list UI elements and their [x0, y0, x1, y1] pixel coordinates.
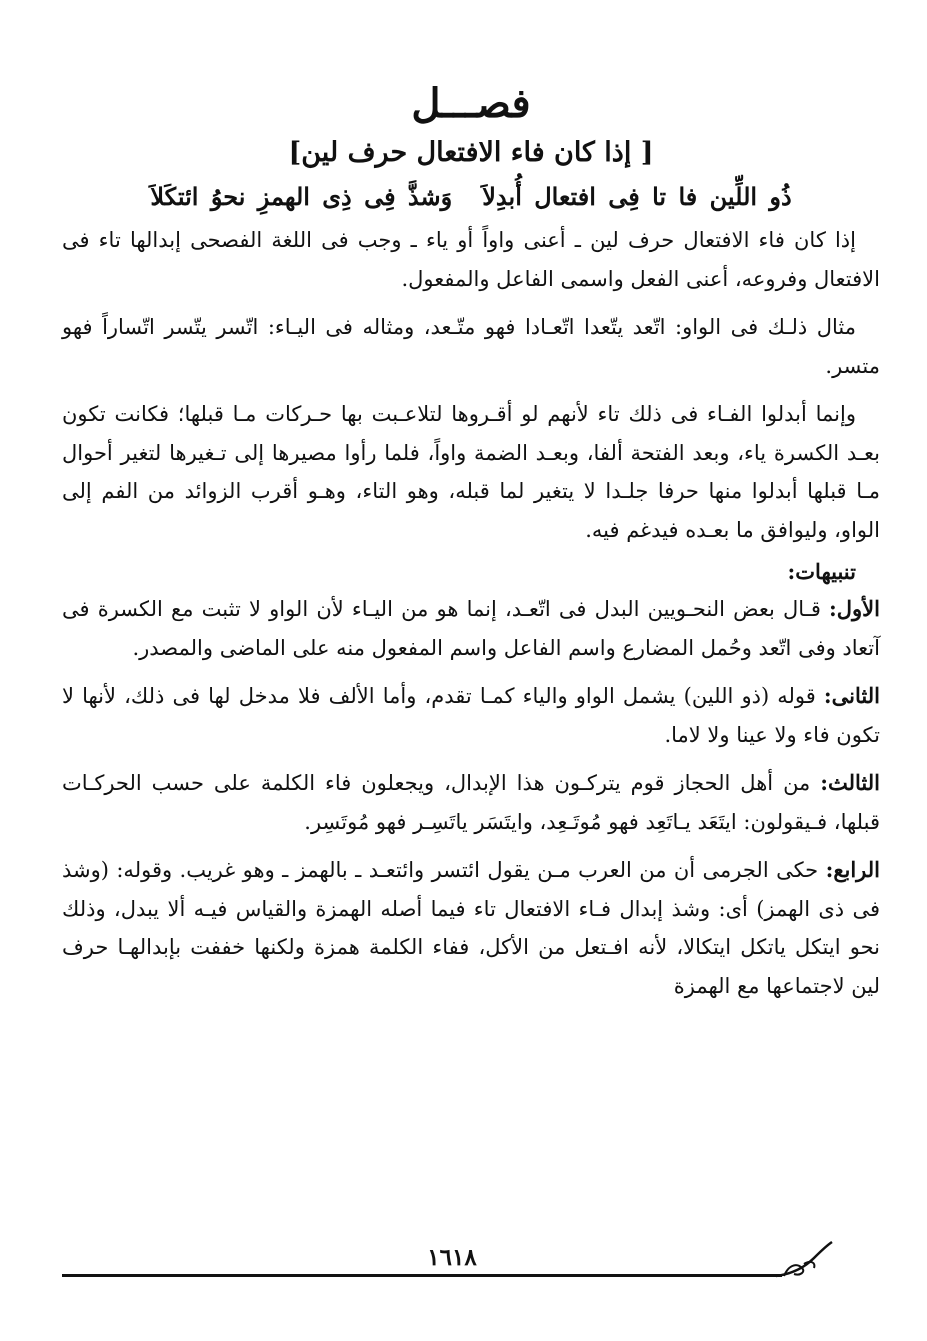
verse-first-hemistich: ذُو اللِّين فا تا فِى افتعال أُبدِلاَ — [482, 182, 792, 211]
note-lead: الثالث: — [820, 770, 880, 795]
note-lead: الرابع: — [825, 857, 880, 882]
note-text: قـال بعض النحـويين البدل فى اتّعـد، إنما هو من اليـاء لأن الواو لا تثبت مع الكسرة فى آتعاد وفى اتّعد وحُمل المضارع واسم الفاعل واسم المفعول منه على الماضى والمصدر. — [62, 597, 880, 660]
note-lead: الثانى: — [823, 683, 880, 708]
note-lead: الأول: — [829, 596, 880, 621]
paragraph-3: وإنما أبدلوا الفـاء فى ذلك تاء لأنهم لو أقـروها لتلاعـبت بها حـركات مـا قبلها؛ فكانت تكون بعـد الكسرة ياء، وبعد الفتحة ألفا، وبعـد الضمة واواً، فلما رأوا مصيرها إلى تـغيرها لتغير أحوال مـا قبلها أبدلوا منها حرفا جلـدا لا يتغير لما قبله، وهو التاء، وهـو أقرب الزوائد من الفم إلى الواو، وليوافق ما بعـده فيدغم فيه. — [62, 402, 880, 542]
note-text: حكى الجرمى أن من العرب مـن يقول ائتسر وائتعـد ـ بالهمز ـ وهو غريب. وقوله: (وشذ فى ذى الهمز) أى: وشذ إبدال فـاء الافتعال تاء فيما أصله الهمزة والقياس فيـه ألا يبدل، وذلك نحو ايتكل ياتكل ايتكالا، لأنه افـتعل من الأكل، ففاء الكلمة همزة ولكنها خففت بإبدالهـا حرف لين لاجتماعها مع الهمزة — [62, 858, 880, 998]
flourish-ornament-icon — [774, 1238, 834, 1280]
document-page — [62, 80, 880, 1015]
paragraph-1: إذا كان فاء الافتعال حرف لين ـ أعنى واواً أو ياء ـ وجب فى اللغة الفصحى إبدالها تاء فى الافتعال وفروعه، أعنى الفعل واسمى الفاعل والمفعول. — [62, 228, 880, 291]
note-text: قوله (ذو اللين) يشمل الواو والياء كمـا تقدم، وأما الألف فلا مدخل لها فى ذلك، لأنها لا تكون فاء ولا عينا ولا لاما. — [62, 684, 880, 747]
note-fourth — [62, 851, 880, 1005]
poetry-verse — [62, 182, 880, 211]
notes-heading: تنبيهات: — [787, 559, 856, 584]
page-footer — [62, 1238, 827, 1288]
note-text: من أهل الحجاز قوم يتركـون هذا الإبدال، ويجعلون فاء الكلمة على حسب الحركـات قبلها، فـيقولون: ايتَعَد يـاتَعِد فهو مُوتَـعِد، وايتَسَر ياتَسِـر فهو مُوتَسِر. — [62, 771, 880, 834]
verse-second-hemistich: وَشذَّ فِى ذِى الهمزِ نحوُ ائتكَلاَ — [150, 182, 453, 211]
page-number: ١٦١٨ — [427, 1244, 477, 1271]
footer-rule — [62, 1274, 782, 1277]
note-second — [62, 677, 880, 754]
note-third — [62, 764, 880, 841]
note-first — [62, 590, 880, 667]
section-title: فصـــل — [411, 80, 531, 127]
section-subtitle: [ إذا كان فاء الافتعال حرف لين] — [288, 137, 654, 168]
paragraph-2: مثال ذلـك فى الواو: اتّعد يتّعدا اتّعـادا فهو متّـعد، ومثاله فى اليـاء: اتّسر يتّسر اتّساراً فهو متسر. — [62, 315, 880, 378]
